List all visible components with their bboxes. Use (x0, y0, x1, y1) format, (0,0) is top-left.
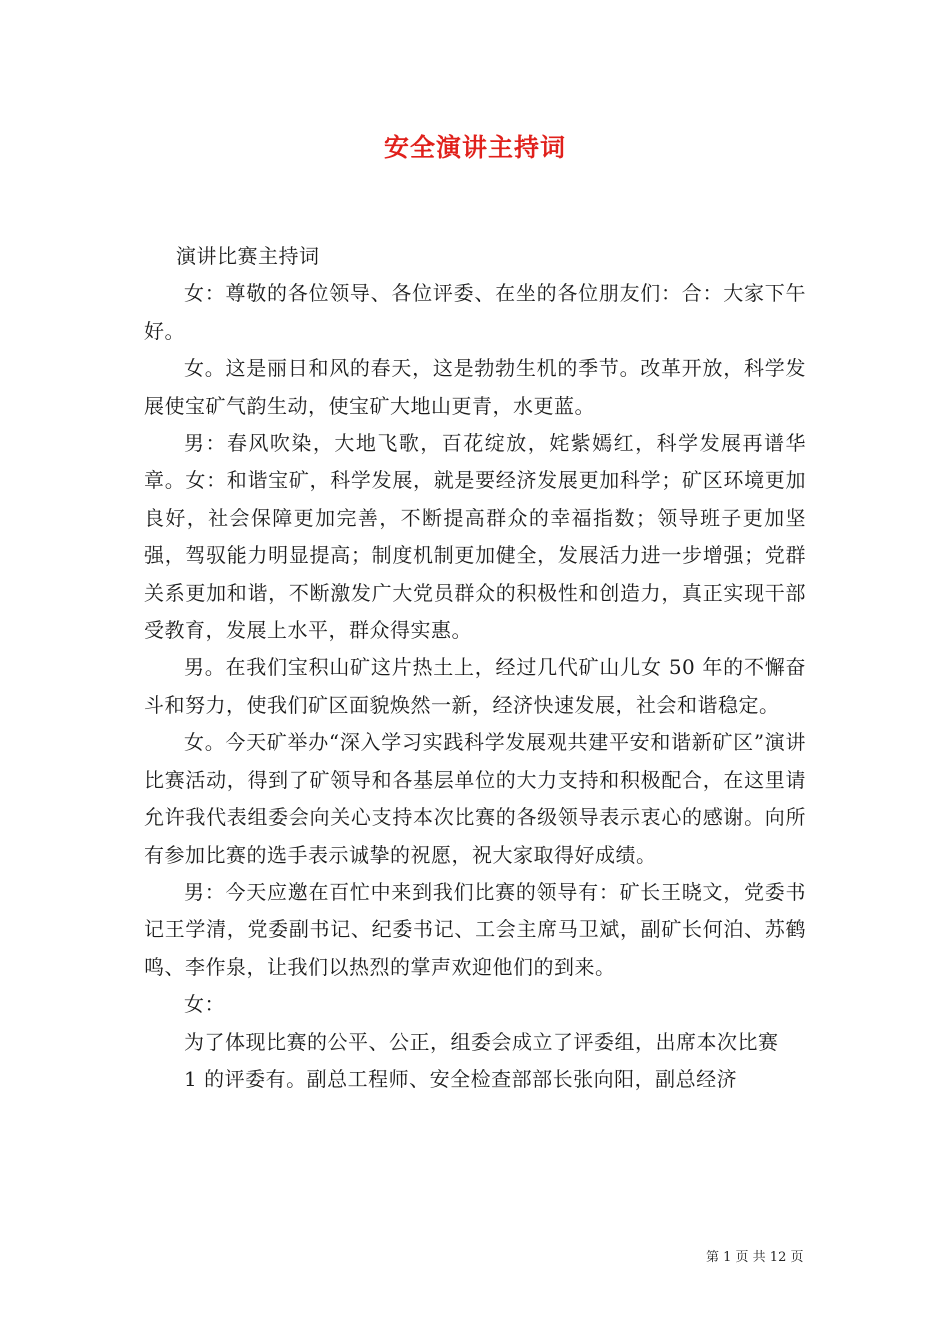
paragraph: 男。在我们宝积山矿这片热土上，经过几代矿山儿女 50 年的不懈奋斗和努力，使我们矿区面貌焕然一新，经济快速发展，社会和谐稳定。 (144, 655, 806, 717)
paragraph: 女。今天矿举办“深入学习实践科学发展观共建平安和谐新矿区”演讲比赛活动，得到了矿领导和各基层单位的大力支持和积极配合，在这里请允许我代表组委会向关心支持本次比赛的各级领导表示衷心的感谢。向所有参加比赛的选手表示诚挚的祝愿，祝大家取得好成绩。 (144, 730, 806, 867)
paragraph: 女： (184, 992, 225, 1017)
paragraph: 男：春风吹染，大地飞歌，百花绽放，姹紫嫣红，科学发展再谱华章。女：和谐宝矿，科学发展，就是要经济发展更加科学；矿区环境更加良好，社会保障更加完善，不断提高群众的幸福指数；领导班子更加坚强，驾驭能力明显提高；制度机制更加健全，发展活力进一步增强；党群关系更加和谐，不断激发广大党员群众的积极性和创造力，真正实现干部受教育，发展上水平，群众得实惠。 (144, 431, 806, 643)
paragraph: 女。这是丽日和风的春天，这是勃勃生机的季节。改革开放，科学发展使宝矿气韵生动，使宝矿大地山更青，水更蓝。 (144, 356, 806, 418)
paragraph: 男：今天应邀在百忙中来到我们比赛的领导有：矿长王晓文，党委书记王学清，党委副书记、纪委书记、工会主席马卫斌，副矿长何泊、苏鹤鸣、李作泉，让我们以热烈的掌声欢迎他们的到来。 (144, 879, 806, 979)
paragraph: 女：尊敬的各位领导、各位评委、在坐的各位朋友们：合：大家下午好。 (144, 281, 806, 343)
paragraph: 为了体现比赛的公平、公正，组委会成立了评委组，出席本次比赛 (184, 1029, 779, 1054)
document-title: 安全演讲主持词 (383, 133, 566, 162)
document-body (144, 238, 806, 1098)
paragraph-heading: 演讲比赛主持词 (176, 244, 320, 268)
paragraph: 1 的评委有。副总工程师、安全检查部部长张向阳，副总经济 (184, 1066, 738, 1091)
page-number: 第 1 页 共 12 页 (706, 1250, 804, 1265)
